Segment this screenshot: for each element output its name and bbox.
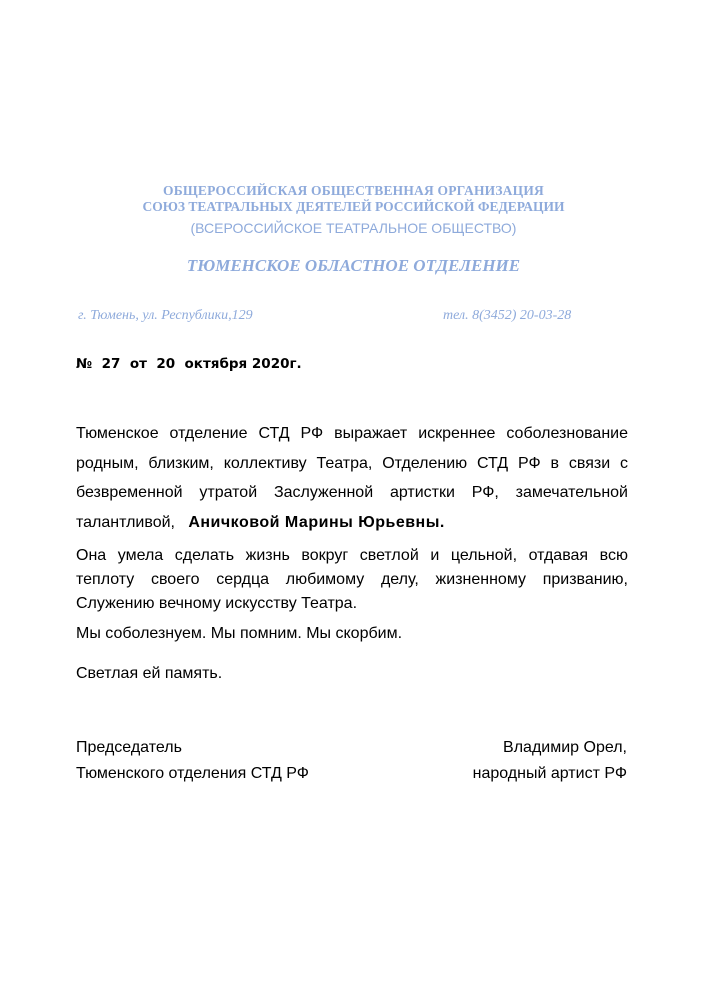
remembrance-paragraph: Мы соболезнуем. Мы помним. Мы скорбим. (76, 625, 403, 642)
letterhead-org-name: ОБЩЕРОССИЙСКАЯ ОБЩЕСТВЕННАЯ ОРГАНИЗАЦИЯ (163, 183, 544, 198)
signature-title (76, 735, 309, 787)
signature-position: Председатель (76, 739, 182, 756)
document-number: № 27 от 20 октября 2020г. (76, 356, 302, 372)
letterhead-society-name: (ВСЕРОССИЙСКОЕ ТЕАТРАЛЬНОЕ ОБЩЕСТВО) (190, 220, 517, 236)
letterhead-branch-name: ТЮМЕНСКОЕ ОБЛАСТНОЕ ОТДЕЛЕНИЕ (186, 256, 521, 275)
paragraph-line: родным, близким, коллективу Театра, Отделению СТД РФ в связи с (76, 454, 628, 472)
paragraph-line: Тюменское отделение СТД РФ выражает искреннее соболезнование (76, 425, 628, 442)
paragraph-line: Служению вечному искусству Театра. (76, 595, 358, 612)
signature-organization: Тюменского отделения СТД РФ (76, 765, 309, 782)
letterhead-address: г. Тюмень, ул. Республики,129 (78, 308, 253, 323)
paragraph-line: безвременной утратой Заслуженной артистки РФ, замечательной (76, 484, 628, 501)
paragraph-line-prefix: талантливой, (76, 513, 175, 531)
signature-name-block (473, 735, 627, 787)
paragraph-line (76, 508, 628, 538)
deceased-name: Аничковой Марины Юрьевны. (188, 513, 445, 531)
paragraph-line: теплоту своего сердца любимому делу, жизненному призванию, (76, 571, 628, 588)
signatory-name: Владимир Орел, (503, 739, 627, 756)
letterhead-phone: тел. 8(3452) 20-03-28 (443, 308, 572, 323)
letterhead-union-name: СОЮЗ ТЕАТРАЛЬНЫХ ДЕЯТЕЛЕЙ РОССИЙСКОЙ ФЕДЕРАЦИИ (142, 199, 565, 214)
paragraph-line: Она умела сделать жизнь вокруг светлой и цельной, отдавая всю (76, 547, 628, 564)
memory-paragraph: Светлая ей память. (76, 665, 223, 682)
condolence-paragraph (76, 419, 628, 537)
tribute-paragraph (76, 544, 628, 616)
signatory-title: народный артист РФ (472, 765, 627, 782)
